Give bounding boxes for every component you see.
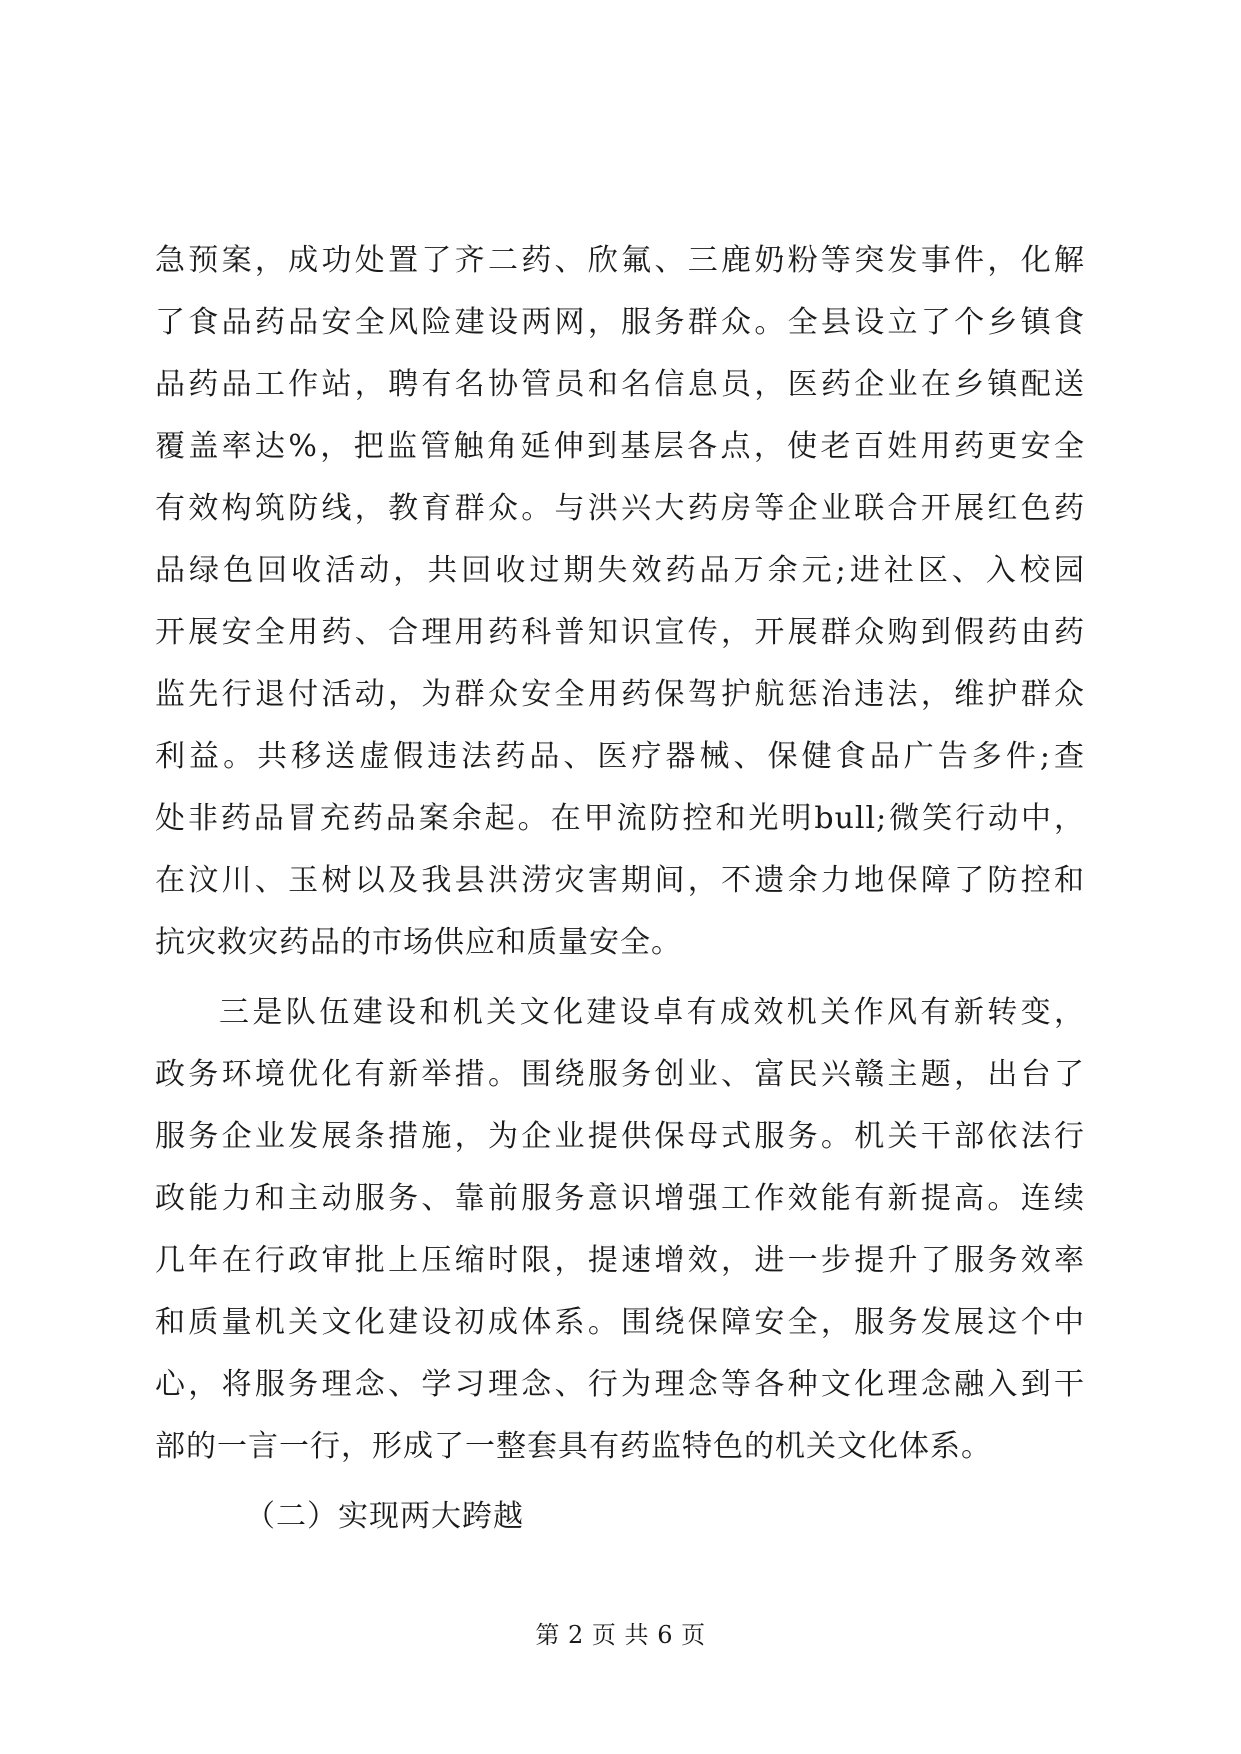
paragraph-gap [155,1478,1085,1486]
text-line: 部的一言一行，形成了一整套具有药监特色的机关文化体系。 [155,1429,992,1464]
paragraph-2 [155,982,1085,1478]
text-line: 监先行退付活动，为群众安全用药保驾护航惩治违法，维护群众 [155,677,1085,712]
text-line: 覆盖率达%，把监管触角延伸到基层各点，使老百姓用药更安全 [155,429,1085,464]
page-footer: 第 2 页 共 6 页 [535,1621,706,1649]
text-line: 政务环境优化有新举措。围绕服务创业、富民兴赣主题，出台了 [155,1057,1085,1092]
paragraph-gap [155,974,1085,982]
text-line: 品绿色回收活动，共回收过期失效药品万余元;进社区、入校园 [155,553,1085,588]
text-line: 服务企业发展条措施，为企业提供保母式服务。机关干部依法行 [155,1119,1085,1154]
text-line: 心，将服务理念、学习理念、行为理念等各种文化理念融入到干 [155,1367,1085,1402]
paragraph-1 [155,230,1085,974]
text-line: 了食品药品安全风险建设两网，服务群众。全县设立了个乡镇食 [155,305,1085,340]
section-heading: （二）实现两大跨越 [245,1499,524,1534]
text-line: 三是队伍建设和机关文化建设卓有成效机关作风有新转变， [219,995,1085,1030]
text-line: 急预案，成功处置了齐二药、欣氟、三鹿奶粉等突发事件，化解 [155,243,1085,278]
text-line: 政能力和主动服务、靠前服务意识增强工作效能有新提高。连续 [155,1181,1085,1216]
text-line: 品药品工作站，聘有名协管员和名信息员，医药企业在乡镇配送 [155,367,1085,402]
text-line: 和质量机关文化建设初成体系。围绕保障安全，服务发展这个中 [155,1305,1085,1340]
text-line: 几年在行政审批上压缩时限，提速增效，进一步提升了服务效率 [155,1243,1085,1278]
text-line: 开展安全用药、合理用药科普知识宣传，开展群众购到假药由药 [155,615,1085,650]
text-line: 有效构筑防线，教育群众。与洪兴大药房等企业联合开展红色药 [155,491,1085,526]
document-body [155,230,1085,1548]
text-line: 利益。共移送虚假违法药品、医疗器械、保健食品广告多件;查 [155,739,1085,774]
text-line: 抗灾救灾药品的市场供应和质量安全。 [155,925,682,960]
text-line: 在汶川、玉树以及我县洪涝灾害期间，不遗余力地保障了防控和 [155,863,1085,898]
text-line: 处非药品冒充药品案余起。在甲流防控和光明bull;微笑行动中， [155,801,1085,836]
